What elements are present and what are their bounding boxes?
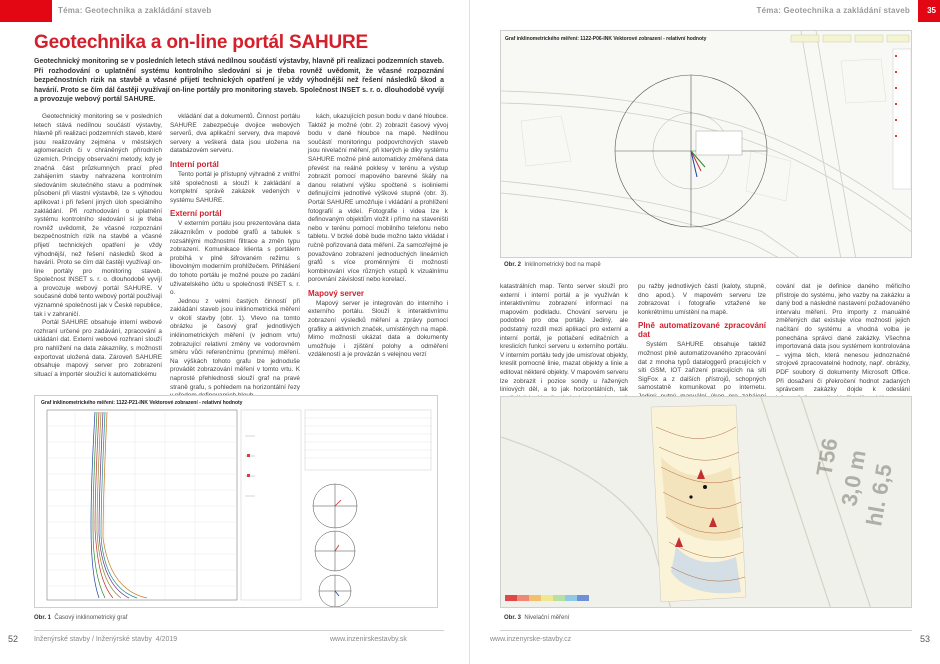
paragraph: Geotechnický monitoring se v posledních letech stává nedílnou součástí výstavby, hlavně při realizaci podzemních staveb, které jsou realizovány zejména v městských aglomeracích či v chráněných přírodních územích. Principy observační metody, kdy je značná část průzkumných prací před zahájením stavby nahrazena kontrolním sledováním skutečného stavu a podmínek působení při vlastní výstavbě, lze s výhodou aplikovat i při řešení jiných úloh speciálního zakládání. Při rozhodování o uplatnění systému kontrolního sledování si je třeba rovněž uvědomit, že včasné rozpoznání bezpečnostních rizik na stavbě a včasné přijetí technických opatření je vždy výhodnější, než řešení následků škod a havárií. Proto se čím dál častěji využívají on-line portály pro monitoring staveb. Společnost INSET s. r. o. dlouhodobě vyvíjí a provozuje webový portál SAHURE. V současné době tento webový portál používají významné společnosti jak v České republice, tak i v zahraničí.: [34, 113, 162, 318]
caption-text: Časový inklinometrický graf: [54, 615, 128, 621]
footer-url-left[interactable]: www.inzenirskestavby.sk: [330, 636, 407, 643]
caption-number: Obr. 1: [34, 615, 52, 621]
figure-2-chart-title: Graf inklinometrického měření: 1122-P06-INK Vektorové zobrazení - relativní hodnoty: [505, 36, 707, 42]
right-page: [470, 0, 940, 664]
paragraph: Systém SAHURE obsahuje taktéž možnost plně automatizovaného zpracování dat z mnoha typů dataloggerů pracujících v síti GSM, IOT zařízení pracujících na síti SigFox a z dalších přístrojů, schopných samostatně komunikovat po internetu.: [638, 341, 766, 392]
article-title: Geotechnika a on-line portál SAHURE: [34, 32, 368, 53]
figure-3-leveling-map: [500, 396, 912, 608]
text-column-2: [170, 113, 300, 401]
footer-rule: [34, 630, 444, 631]
section-heading: Interní portál: [170, 159, 219, 169]
header-color-tab: [0, 0, 52, 22]
paragraph: kách, ukazujících posun bodu v dané hloubce. Taktéž je možné (obr. 2) zobrazit časový vývoj bodu v dané hloubce na mapě. Nedílnou součástí monitoringu podpovrchových staveb jsou nivelační měření, při kterých je díky systému SAHURE možné plně automaticky změřená data převést na reálné poklesy v terénu a výstup zobrazit pomocí mapového barevné škály na danou relativní výšku spočtené s isoliniemi definujícími jednotlivé výškové stupně (obr. 3). Portál SAHURE umožňuje i vkládání a prohlížení fotografií a videí. Fotografie i videa lze k definovaným objektům vložit i přímo na staveništi nebo v terénu pomocí mobilního telefonu nebo tabletu. V brzké době bude možno takto vkládat i ručně pořizovaná data měření. Za samozřejmé je považováno zobrazení jednoduchých lineárních grafů s více proměnnými či možností kombinování více různých vstupů k vizuálnímu porovnání závislostí nebo korelací.: [308, 113, 448, 284]
map-toolbar[interactable]: [791, 35, 909, 42]
svg-text:3,0 m: 3,0 m: [836, 448, 871, 508]
figure-1-chart-title: Graf inklinometrického měření: 1122-P21-INK Vektorové zobrazení - relativní hodnoty: [41, 400, 243, 406]
paragraph: Portál SAHURE obsahuje interní webové rozhraní určené pro zadávání, zpracování a ukládání dat. Externí webové rozhraní slouží pro nahlížení na data zákazníky, s možností exportovat uložená data. Zároveň SAHURE obsahuje mapový server pro zobrazení situací a importér sloužící k automatickému: [34, 319, 162, 378]
paragraph: pu ražby jednotlivých částí (kaloty, stupně, dno apod.). V mapovém serveru lze zobrazovat i fotografie vztažené ke konkrétnímu umístění na mapě.: [638, 283, 766, 316]
figure-1-inclinometer-chart: [34, 395, 438, 608]
text-column-3: [308, 113, 448, 360]
article-lead: Geotechnický monitoring se v posledních letech stává nedílnou součástí výstavby, hlavně při realizaci podzemních staveb. Při rozhodování o uplatnění systému kontrolního sledování si je třeba rovněž uvědomit, že včasné rozpoznání bezpečnostních rizik na stavbě a včasné přijetí technických opatření je vždy výhodnější než řešení následků škod a havárií. Proto se čím dál častěji využívají on-line portály pro monitoring staveb. Společnost INSET s. r. o. dlouhodobě vyvíjí a provozuje webový portál SAHURE.: [34, 58, 444, 104]
running-head-right: Téma: Geotechnika a zakládání staveb: [756, 6, 910, 15]
text-column-1: [500, 283, 628, 412]
footer-url-right[interactable]: www.inzenyrske-stavby.cz: [490, 636, 572, 643]
figure-1-caption: [34, 615, 127, 621]
color-scale: [505, 595, 589, 601]
caption-text: Inklinometrický bod na mapě: [524, 262, 601, 268]
section-heading: Mapový server: [308, 288, 365, 298]
map-with-inclinometer: [501, 31, 912, 258]
paragraph: Mapový server je integrován do interního i externího portálu. Slouží k interaktivnímu zobrazení výsledků měření a zprávy pomocí grafiky a aktivních značek, umístěných na mapě. Mimo možnosti ukázat data a dokumenty umožňuje i zjištění polohy a odměření vzdáleností a je provázán s velejnou verzí: [308, 299, 448, 359]
point-info-popup: [696, 131, 742, 155]
figure-2-map-inclinometer: [500, 30, 912, 258]
chart-plot-area: [47, 410, 237, 600]
paragraph: Jednou z velmi častých činností při zakládání staveb jsou inklinometrická měření v okolí stavby (obr. 1). Vlevo na tomto obrázku je časový graf jednotlivých inklinometrických měření (v jednom vrtu) zobrazující relativní změny ve vodorovném směru vůči referenčnímu (prvnímu) měření. Na výškách tohoto grafu lze jednoduše provádět zobrazování měření v tomto vrtu. K naprosté přehlednosti slouží graf na pravé straně grafu, s pohledem na horizontální řezy: [170, 297, 300, 391]
figure-2-caption: [504, 262, 601, 268]
section-vectors: [335, 500, 341, 551]
paragraph: cování dat je definice daného měřicího přístroje do systému, jeho vazby na zakázku a daný bod a následné nastavení požadovaného intervalu měření. Pro importy z manuálně změřených dat existuje více možností jejich načítání do systému a vhodná volba je ponechána správci dané zakázky. Všechna importovaná data jsou systémem kontrolována – vyjma těch, která nenesou jednoznačné strojově zpracovatelné hodnoty, např. obrázky, PDF soubory či dokumenty Microsoft Office. Při dosažení či překročení hodnot zadaných správcem zakázky dojde k odeslání: [776, 283, 910, 394]
running-head-left: Téma: Geotechnika a zakládání staveb: [58, 6, 212, 15]
footer-magazine: [34, 636, 177, 654]
paragraph: vkládání dat a dokumentů. Činnost portálu SAHURE zabezpečuje dvojice webových serverů, dva aplikační servery, dva mapové servery a veškerá data jsou uložena na databázovém serveru.: [170, 113, 300, 155]
svg-text:hl. 6,5: hl. 6,5: [861, 462, 897, 528]
text-column-1: [34, 113, 162, 379]
caption-number: Obr. 2: [504, 262, 522, 268]
header-page-tab: 35: [927, 6, 936, 15]
chart-side-panel: [241, 410, 301, 600]
text-column-2: [638, 283, 766, 410]
footer-rule: [500, 630, 912, 631]
paragraph: Tento portál je přístupný výhradně z vnitřní sítě společnosti a slouží k zakládání a kompletní správě zakázek vedených v systému SAHURE.: [170, 170, 300, 204]
caption-number: Obr. 3: [504, 615, 522, 621]
paragraph: V externím portálu jsou prezentována data zákazníkům v podobě grafů a tabulek s rozsáhlými možnostmi filtrace a změn typu zobrazení. Komunikace klienta s portálem probíhá v plně šifrovaném režimu s libovolným moderním prohlížečem. Přihlášení do tohoto portálu je možné pouze po zadání uživatelského účtu u společnosti INSET s. r. o.: [170, 220, 300, 297]
inclinometer-time-chart: [35, 396, 438, 608]
magazine-name: Inženýrské stavby / Inženýrské stavby: [34, 636, 152, 643]
caption-text: Nivelační měření: [524, 615, 570, 621]
page-number-left: 52: [8, 634, 19, 644]
text-column-3: [776, 283, 910, 403]
figure-3-caption: [504, 615, 569, 621]
issue-number: 4/2019: [155, 636, 178, 643]
section-heading: Plně automatizované zpracování dat: [638, 321, 766, 340]
chart-info-table: [305, 410, 431, 470]
horizontal-section-plots: [313, 484, 357, 607]
section-heading: Externí portál: [170, 209, 222, 219]
paragraph: katastrálních map. Tento server slouží pro externí i interní portál a je využíván k interaktivnímu zobrazení informací na mapovém podkladu. Chování serveru je podobné pro oba portály. Jediný, ale podstatný rozdíl mezi aplikací pro externí a interní portál, je potlačení editačních a kreslicích funkcí serveru u externího portálu. V interním portálu tedy jde umisťovat objekty, kreslit pomocné linie, mazat objekty a linie a editovat některé objekty. V mapovém serveru lze zobrazit i pozice sondy u řažených liniových děl, a to jak horizontálních, tak: [500, 283, 628, 394]
leveling-contour-map: [501, 397, 912, 608]
svg-text:T56: T56: [811, 436, 843, 478]
section-vectors-2: [335, 591, 339, 596]
page-number-right: 53: [919, 634, 930, 644]
